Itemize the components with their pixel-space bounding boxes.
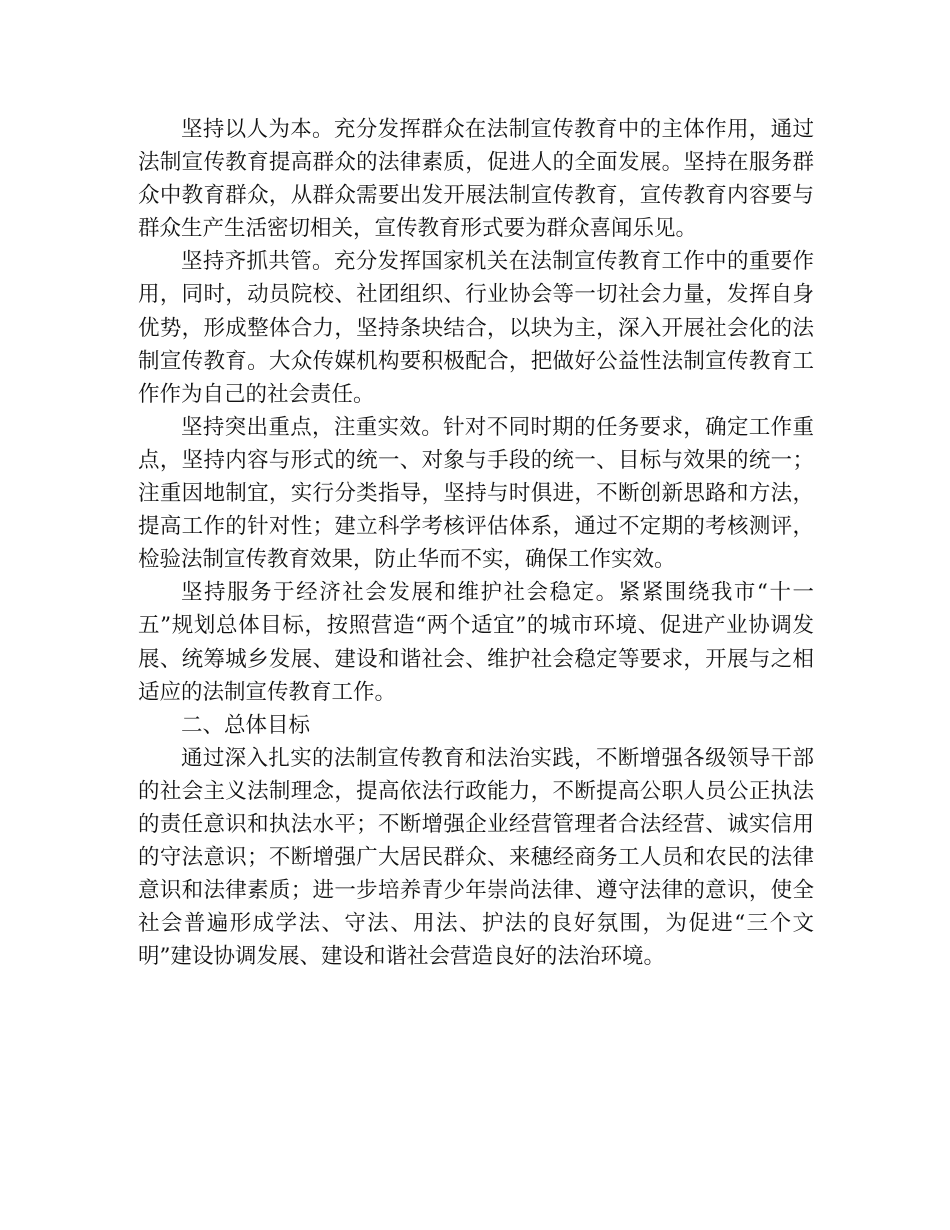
- paragraph-joint-management: 坚持齐抓共管。充分发挥国家机关在法制宣传教育工作中的重要作用，同时，动员院校、社团组织、行业协会等一切社会力量，发挥自身优势，形成整体合力，坚持条块结合，以块为主，深入开展社会化的法制宣传教育。大众传媒机构要积极配合，把做好公益性法制宣传教育工作作为自己的社会责任。: [138, 249, 814, 407]
- section-heading-overall-goals: 二、总体目标: [181, 712, 311, 738]
- paragraph-people-oriented: 坚持以人为本。充分发挥群众在法制宣传教育中的主体作用，通过法制宣传教育提高群众的法律素质，促进人的全面发展。坚持在服务群众中教育群众，从群众需要出发开展法制宣传教育，宣传教育内容要与群众生产生活密切相关，宣传教育形式要为群众喜闻乐见。: [138, 117, 814, 242]
- paragraph-key-points: 坚持突出重点，注重实效。针对不同时期的任务要求，确定工作重点，坚持内容与形式的统一、对象与手段的统一、目标与效果的统一；注重因地制宜，实行分类指导，坚持与时俱进，不断创新思路和方法，提高工作的针对性；建立科学考核评估体系，通过不定期的考核测评，检验法制宣传教育效果，防止华而不实，确保工作实效。: [138, 414, 814, 573]
- document-body: [138, 113, 814, 973]
- paragraph-overall-goals: 通过深入扎实的法制宣传教育和法治实践，不断增强各级领导干部的社会主义法制理念，提高依法行政能力，不断提高公职人员公正执法的责任意识和执法水平；不断增强企业经营管理者合法经营、诚实信用的守法意识；不断增强广大居民群众、来穗经商务工人员和农民的法律意识和法律素质；进一步培养青少年崇尚法律、遵守法律的意识，使全社会普遍形成学法、守法、用法、护法的良好氛围，为促进“三个文明”建设协调发展、建设和谐社会营造良好的法治环境。: [138, 745, 814, 970]
- paragraph-economic-development: 坚持服务于经济社会发展和维护社会稳定。紧紧围绕我市“十一五”规划总体目标，按照营造“两个适宜”的城市环境、促进产业协调发展、统筹城乡发展、建设和谐社会、维护社会稳定等要求，开展与之相适应的法制宣传教育工作。: [138, 580, 814, 705]
